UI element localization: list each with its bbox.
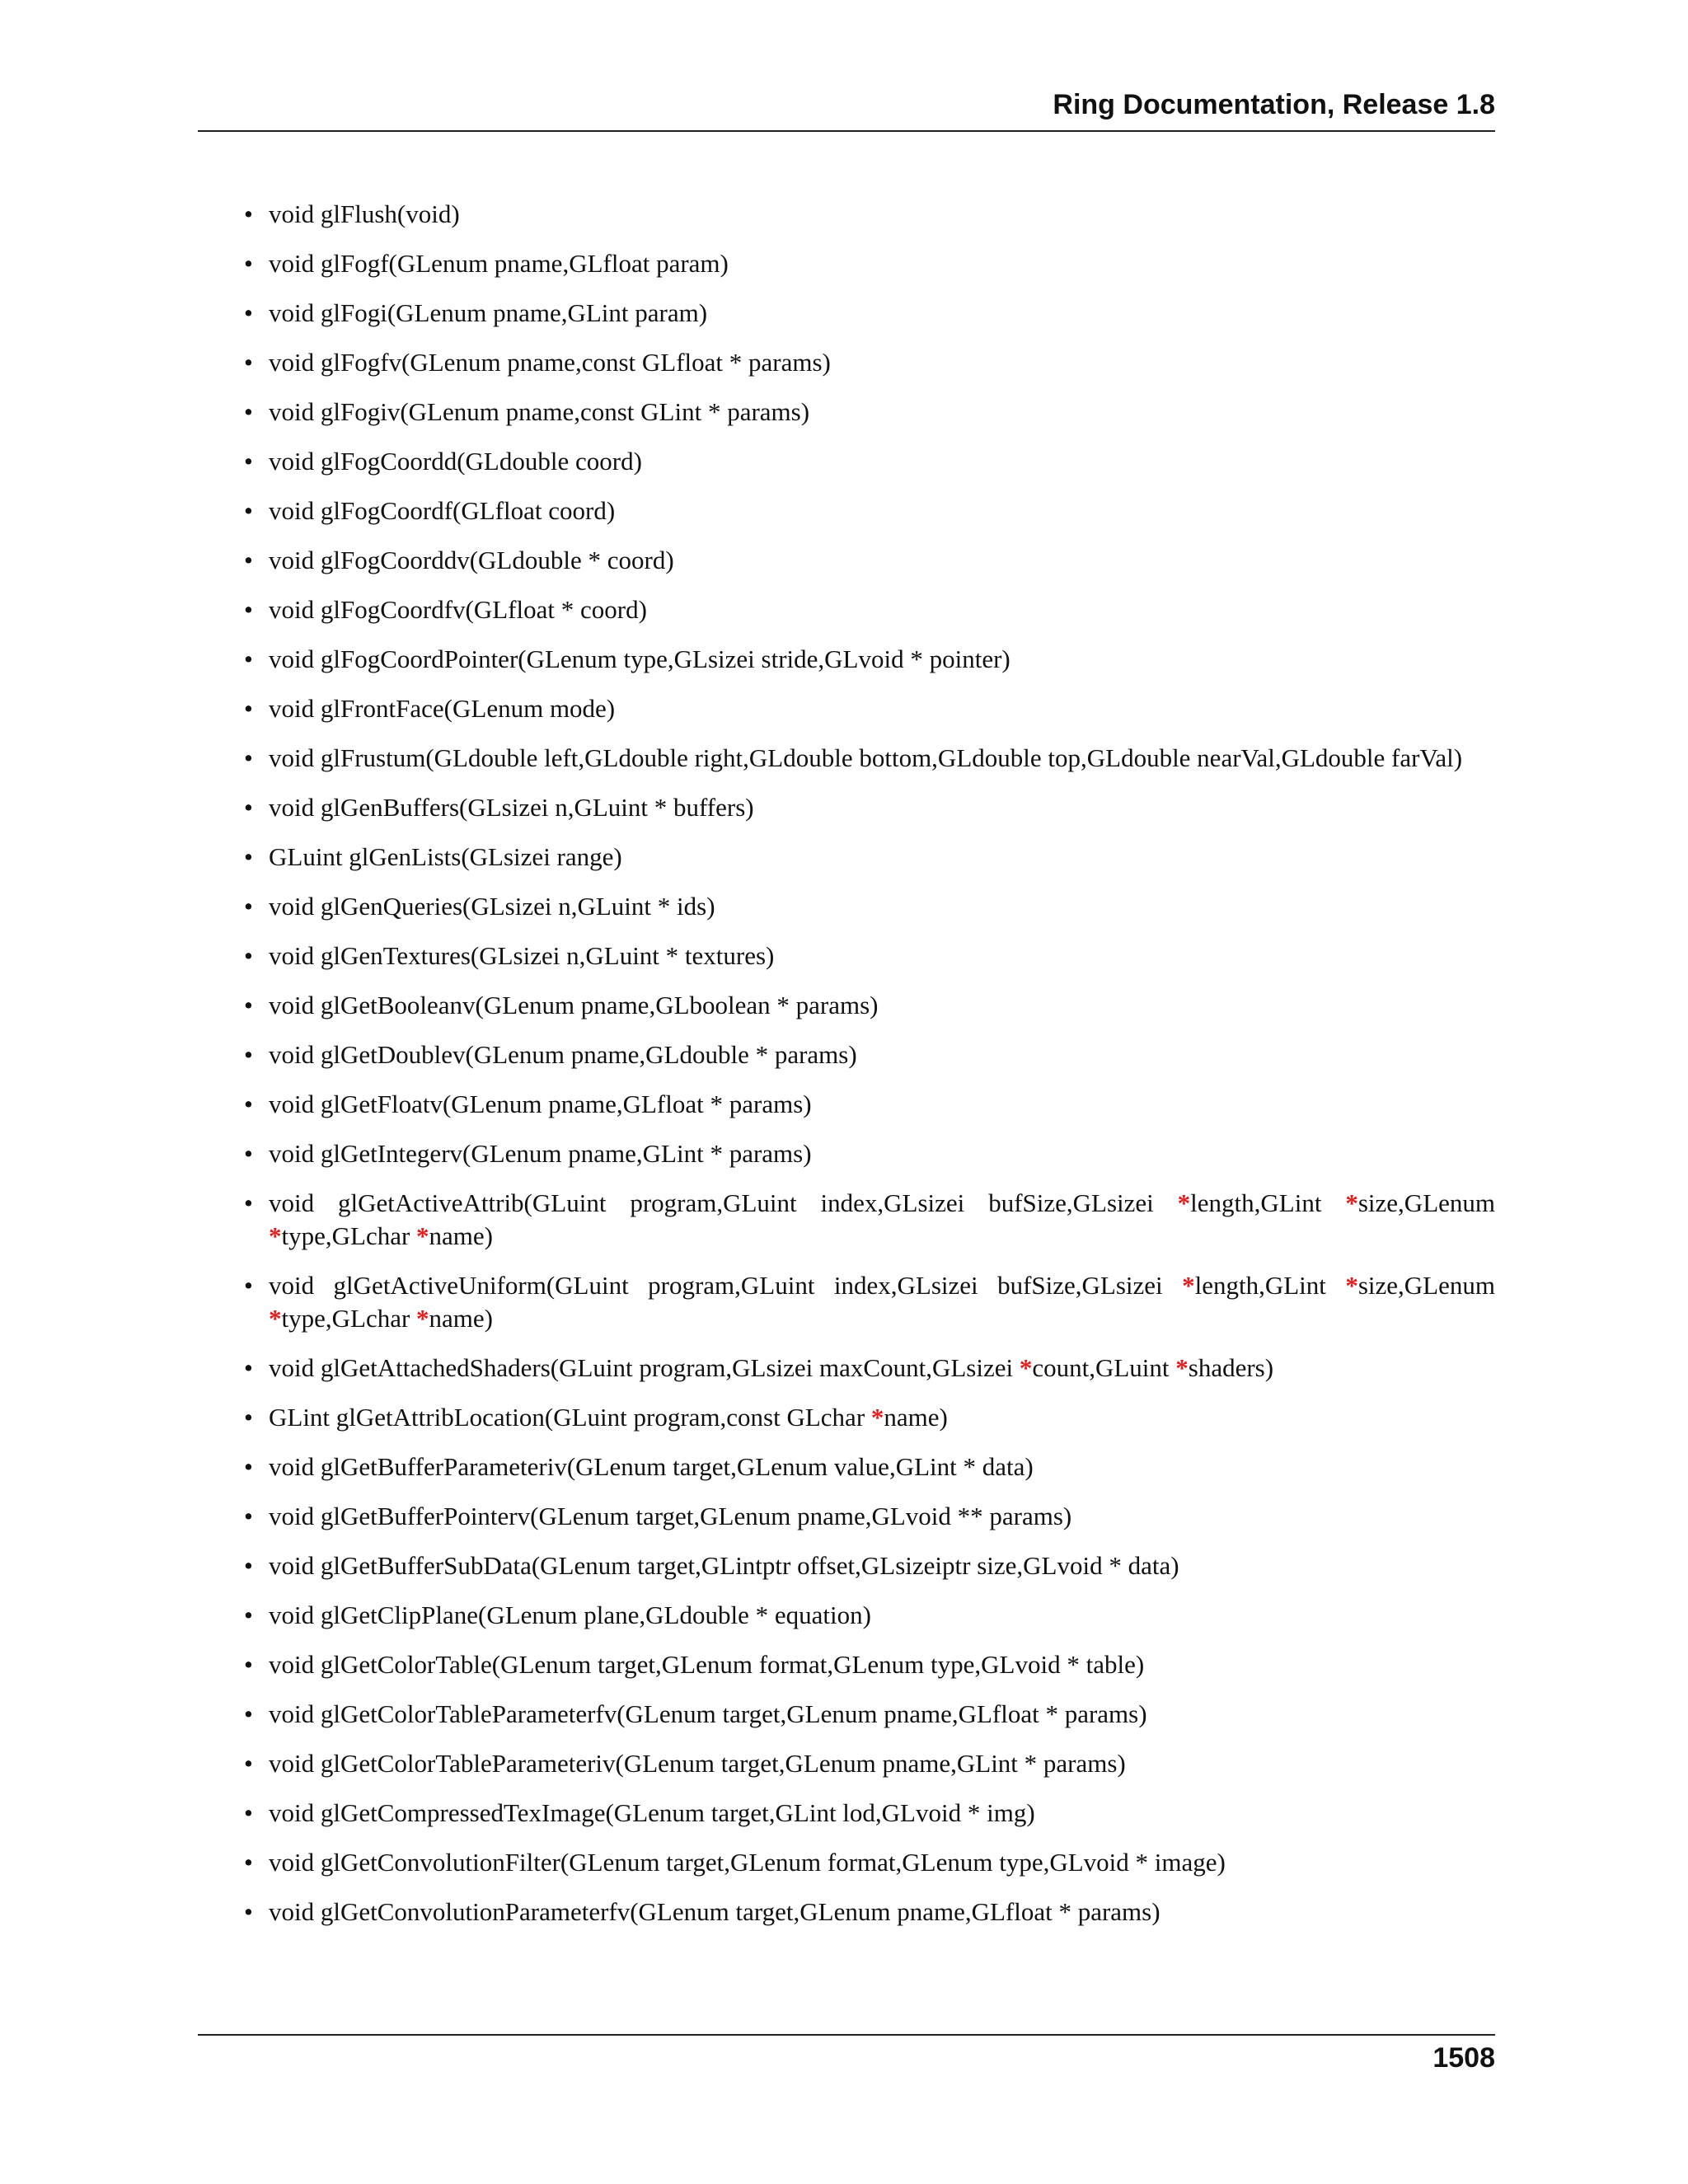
list-item: • void glFogCoordf(GLfloat coord) [244, 494, 1495, 527]
list-item: • void glFlush(void) [244, 198, 1495, 231]
list-item: • void glFogCoordPointer(GLenum type,GLsizei stride,GLvoid * pointer) [244, 643, 1495, 676]
list-item: • void glGenTextures(GLsizei n,GLuint * textures) [244, 940, 1495, 972]
list-item: • void glFrontFace(GLenum mode) [244, 692, 1495, 725]
list-item: • void glGetBufferPointerv(GLenum target,GLenum pname,GLvoid ** params) [244, 1500, 1495, 1533]
list-item: • void glGenQueries(GLsizei n,GLuint * ids) [244, 890, 1495, 923]
list-item: • void glGetColorTable(GLenum target,GLenum format,GLenum type,GLvoid * table) [244, 1648, 1495, 1681]
list-item: • void glGetClipPlane(GLenum plane,GLdouble * equation) [244, 1599, 1495, 1632]
list-item: • void glGetFloatv(GLenum pname,GLfloat * params) [244, 1088, 1495, 1121]
list-item: • void glGetConvolutionFilter(GLenum target,GLenum format,GLenum type,GLvoid * image) [244, 1846, 1495, 1879]
page-number: 1508 [1432, 2042, 1495, 2074]
list-item: • void glGetBufferParameteriv(GLenum target,GLenum value,GLint * data) [244, 1451, 1495, 1483]
list-item: • void glGetConvolutionParameterfv(GLenum target,GLenum pname,GLfloat * params) [244, 1896, 1495, 1929]
list-item: • void glGetColorTableParameterfv(GLenum target,GLenum pname,GLfloat * params) [244, 1698, 1495, 1731]
list-item: • GLuint glGenLists(GLsizei range) [244, 841, 1495, 874]
list-item: • void glGenBuffers(GLsizei n,GLuint * buffers) [244, 791, 1495, 824]
list-item: • void glFogf(GLenum pname,GLfloat param) [244, 247, 1495, 280]
header-rule [198, 130, 1495, 132]
list-item: • void glGetBooleanv(GLenum pname,GLboolean * params) [244, 989, 1495, 1022]
list-item: • void glFogCoordd(GLdouble coord) [244, 445, 1495, 478]
page-header-title: Ring Documentation, Release 1.8 [1053, 89, 1495, 120]
list-item: • void glFogiv(GLenum pname,const GLint * params) [244, 396, 1495, 429]
list-item: • void glFogfv(GLenum pname,const GLfloat * params) [244, 346, 1495, 379]
list-item: • GLint glGetAttribLocation(GLuint program,const GLchar *name) [244, 1401, 1495, 1434]
list-item: • void glGetActiveUniform(GLuint program,GLuint index,GLsizei bufSize,GLsizei *length,GLint *size,GLenum *type,GLchar *name) [244, 1269, 1495, 1335]
list-item: • void glFogi(GLenum pname,GLint param) [244, 297, 1495, 330]
list-item: • void glFogCoordfv(GLfloat * coord) [244, 593, 1495, 626]
list-item: • void glGetActiveAttrib(GLuint program,GLuint index,GLsizei bufSize,GLsizei *length,GLint *size,GLenum *type,GLchar *name) [244, 1187, 1495, 1253]
footer-rule [198, 2034, 1495, 2036]
list-item: • void glGetDoublev(GLenum pname,GLdouble * params) [244, 1038, 1495, 1071]
list-item: • void glFrustum(GLdouble left,GLdouble right,GLdouble bottom,GLdouble top,GLdouble nearVal,GLdouble farVal) [244, 742, 1495, 775]
list-item: • void glGetCompressedTexImage(GLenum target,GLint lod,GLvoid * img) [244, 1797, 1495, 1830]
list-item: • void glGetBufferSubData(GLenum target,GLintptr offset,GLsizeiptr size,GLvoid * data) [244, 1549, 1495, 1582]
function-list [244, 198, 1495, 1945]
list-item: • void glGetColorTableParameteriv(GLenum target,GLenum pname,GLint * params) [244, 1747, 1495, 1780]
list-item: • void glGetAttachedShaders(GLuint program,GLsizei maxCount,GLsizei *count,GLuint *shaders) [244, 1352, 1495, 1385]
list-item: • void glGetIntegerv(GLenum pname,GLint * params) [244, 1137, 1495, 1170]
list-item: • void glFogCoorddv(GLdouble * coord) [244, 544, 1495, 577]
